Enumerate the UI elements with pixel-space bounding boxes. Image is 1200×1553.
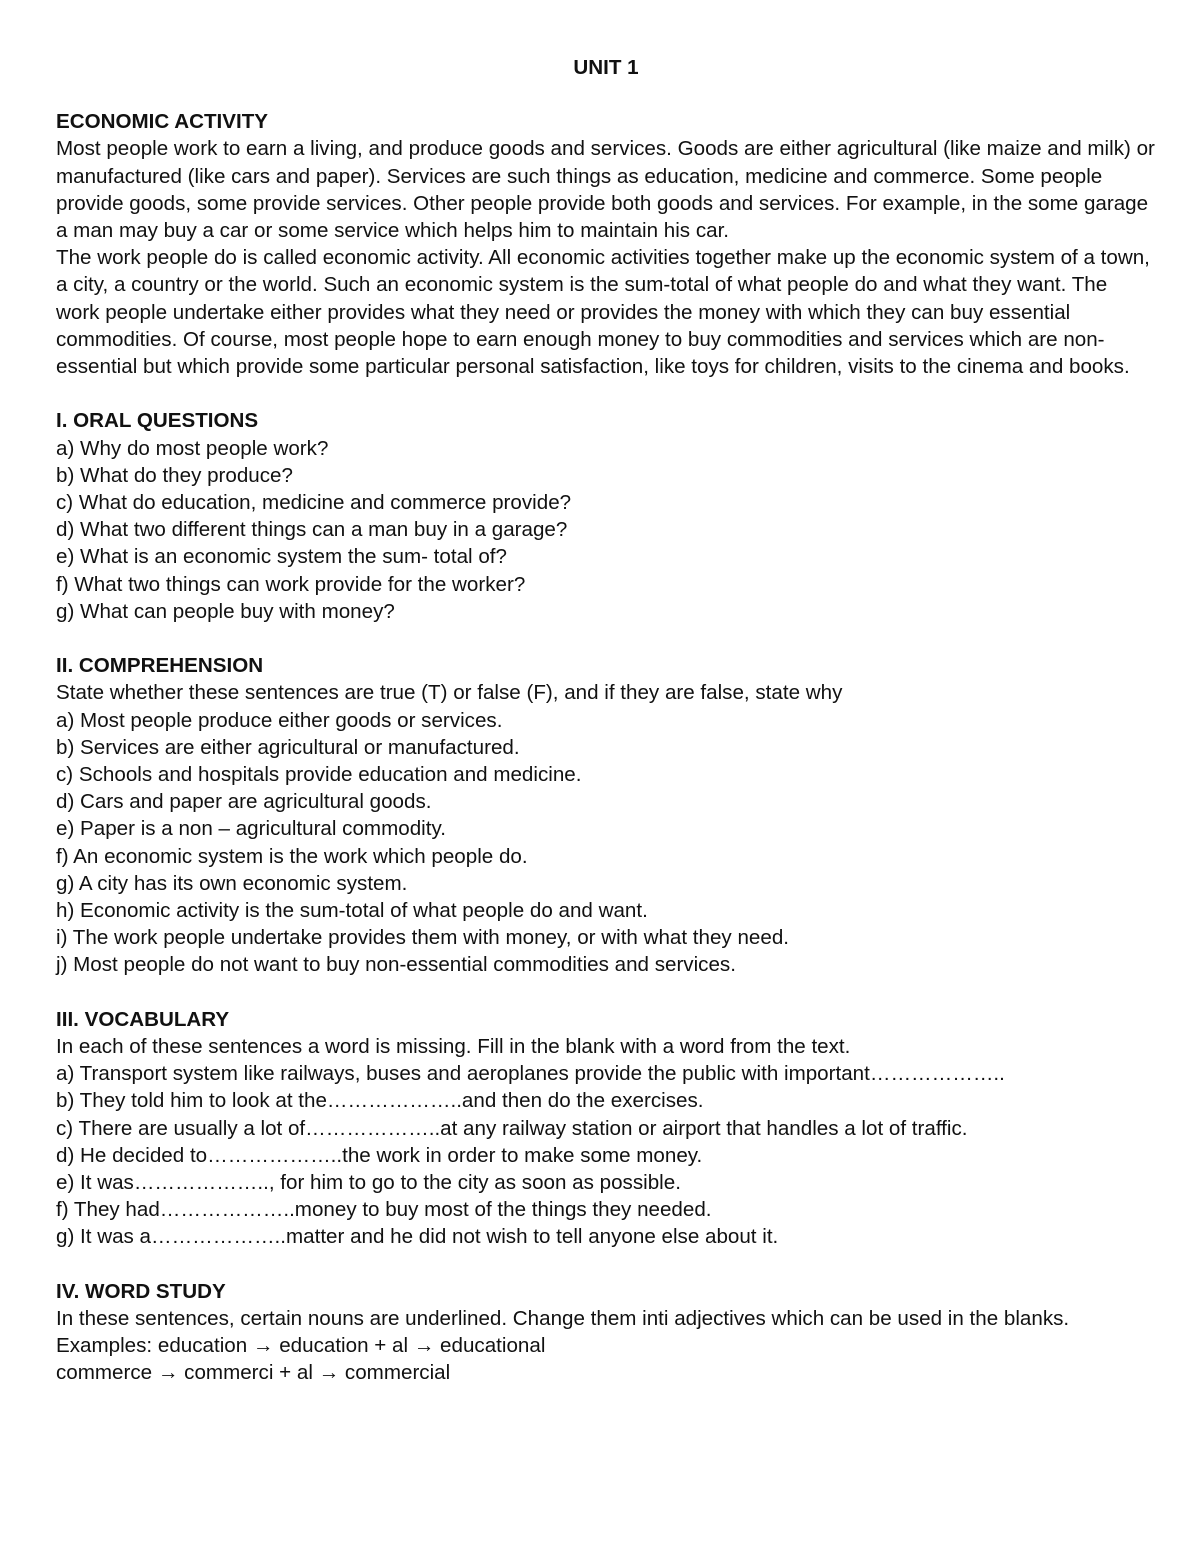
comprehension-item: c) Schools and hospitals provide education and medicine. [56,763,582,787]
vocabulary-heading: III. VOCABULARY [56,1007,230,1031]
reading-heading: ECONOMIC ACTIVITY [56,110,269,134]
vocabulary-item: a) Transport system like railways, buses and aeroplanes provide the public with important……………….. [56,1062,1005,1086]
reading-paragraph-1: Most people work to earn a living, and produce goods and services. Goods are either agricultural (like maize and milk) or manufactured (like cars and paper). Services are such things as education, medicine and commerce. Some people provide goods, some provide services. Other people provide both goods and services. For example, in the some garage a man may buy a car or some service which helps him to maintain his car. [56,137,1155,243]
word-study-section [56,1278,1156,1387]
vocabulary-item: c) There are usually a lot of………………..at any railway station or airport that handles a lot of traffic. [56,1116,968,1140]
vocabulary-section [56,1006,1156,1251]
comprehension-item: a) Most people produce either goods or services. [56,708,503,732]
oral-question: g) What can people buy with money? [56,599,395,623]
comprehension-section [56,652,1156,978]
comprehension-item: h) Economic activity is the sum-total of what people do and want. [56,899,648,923]
oral-question: d) What two different things can a man buy in a garage? [56,518,568,542]
reading-paragraph-2: The work people do is called economic activity. All economic activities together make up the economic system of a town, a city, a country or the world. Such an economic system is the sum-total of what people do and what they want. The work people undertake either provides what they need or provides the money with which they can buy essential commodities. Of course, most people hope to earn enough money to buy commodities and services which are non-essential but which provide some particular personal satisfaction, like toys for children, visits to the cinema and books. [56,246,1150,379]
vocabulary-item: g) It was a………………..matter and he did not wish to tell anyone else about it. [56,1225,779,1249]
comprehension-item: e) Paper is a non – agricultural commodity. [56,817,446,841]
word-study-example: Examples: education → education + al → educational [56,1334,546,1358]
vocabulary-item: d) He decided to………………..the work in order to make some money. [56,1143,703,1167]
comprehension-heading: II. COMPREHENSION [56,654,264,678]
oral-questions-section [56,407,1156,625]
unit-title: UNIT 1 [573,56,639,79]
reading-section [56,108,1156,380]
oral-questions-heading: I. ORAL QUESTIONS [56,409,259,433]
oral-question: c) What do education, medicine and commerce provide? [56,491,572,515]
oral-question: b) What do they produce? [56,463,293,487]
word-study-example: commerce → commerci + al → commercial [56,1361,451,1385]
comprehension-item: i) The work people undertake provides them with money, or with what they need. [56,926,789,950]
comprehension-instruction: State whether these sentences are true (T) or false (F), and if they are false, state why [56,681,843,705]
vocabulary-item: b) They told him to look at the………………..and then do the exercises. [56,1089,704,1113]
comprehension-item: f) An economic system is the work which people do. [56,844,528,868]
word-study-instruction: In these sentences, certain nouns are underlined. Change them inti adjectives which can be used in the blanks. [56,1307,1070,1331]
oral-question: e) What is an economic system the sum- total of? [56,545,507,569]
comprehension-item: j) Most people do not want to buy non-essential commodities and services. [56,953,736,977]
comprehension-item: g) A city has its own economic system. [56,871,408,895]
document-page [56,54,1156,1414]
word-study-heading: IV. WORD STUDY [56,1279,226,1303]
vocabulary-instruction: In each of these sentences a word is missing. Fill in the blank with a word from the text. [56,1035,851,1059]
vocabulary-item: e) It was……………….., for him to go to the city as soon as possible. [56,1171,681,1195]
vocabulary-item: f) They had………………..money to buy most of the things they needed. [56,1198,712,1222]
comprehension-item: d) Cars and paper are agricultural goods. [56,790,432,814]
oral-question: f) What two things can work provide for the worker? [56,572,526,596]
oral-question: a) Why do most people work? [56,436,329,460]
comprehension-item: b) Services are either agricultural or manufactured. [56,735,520,759]
